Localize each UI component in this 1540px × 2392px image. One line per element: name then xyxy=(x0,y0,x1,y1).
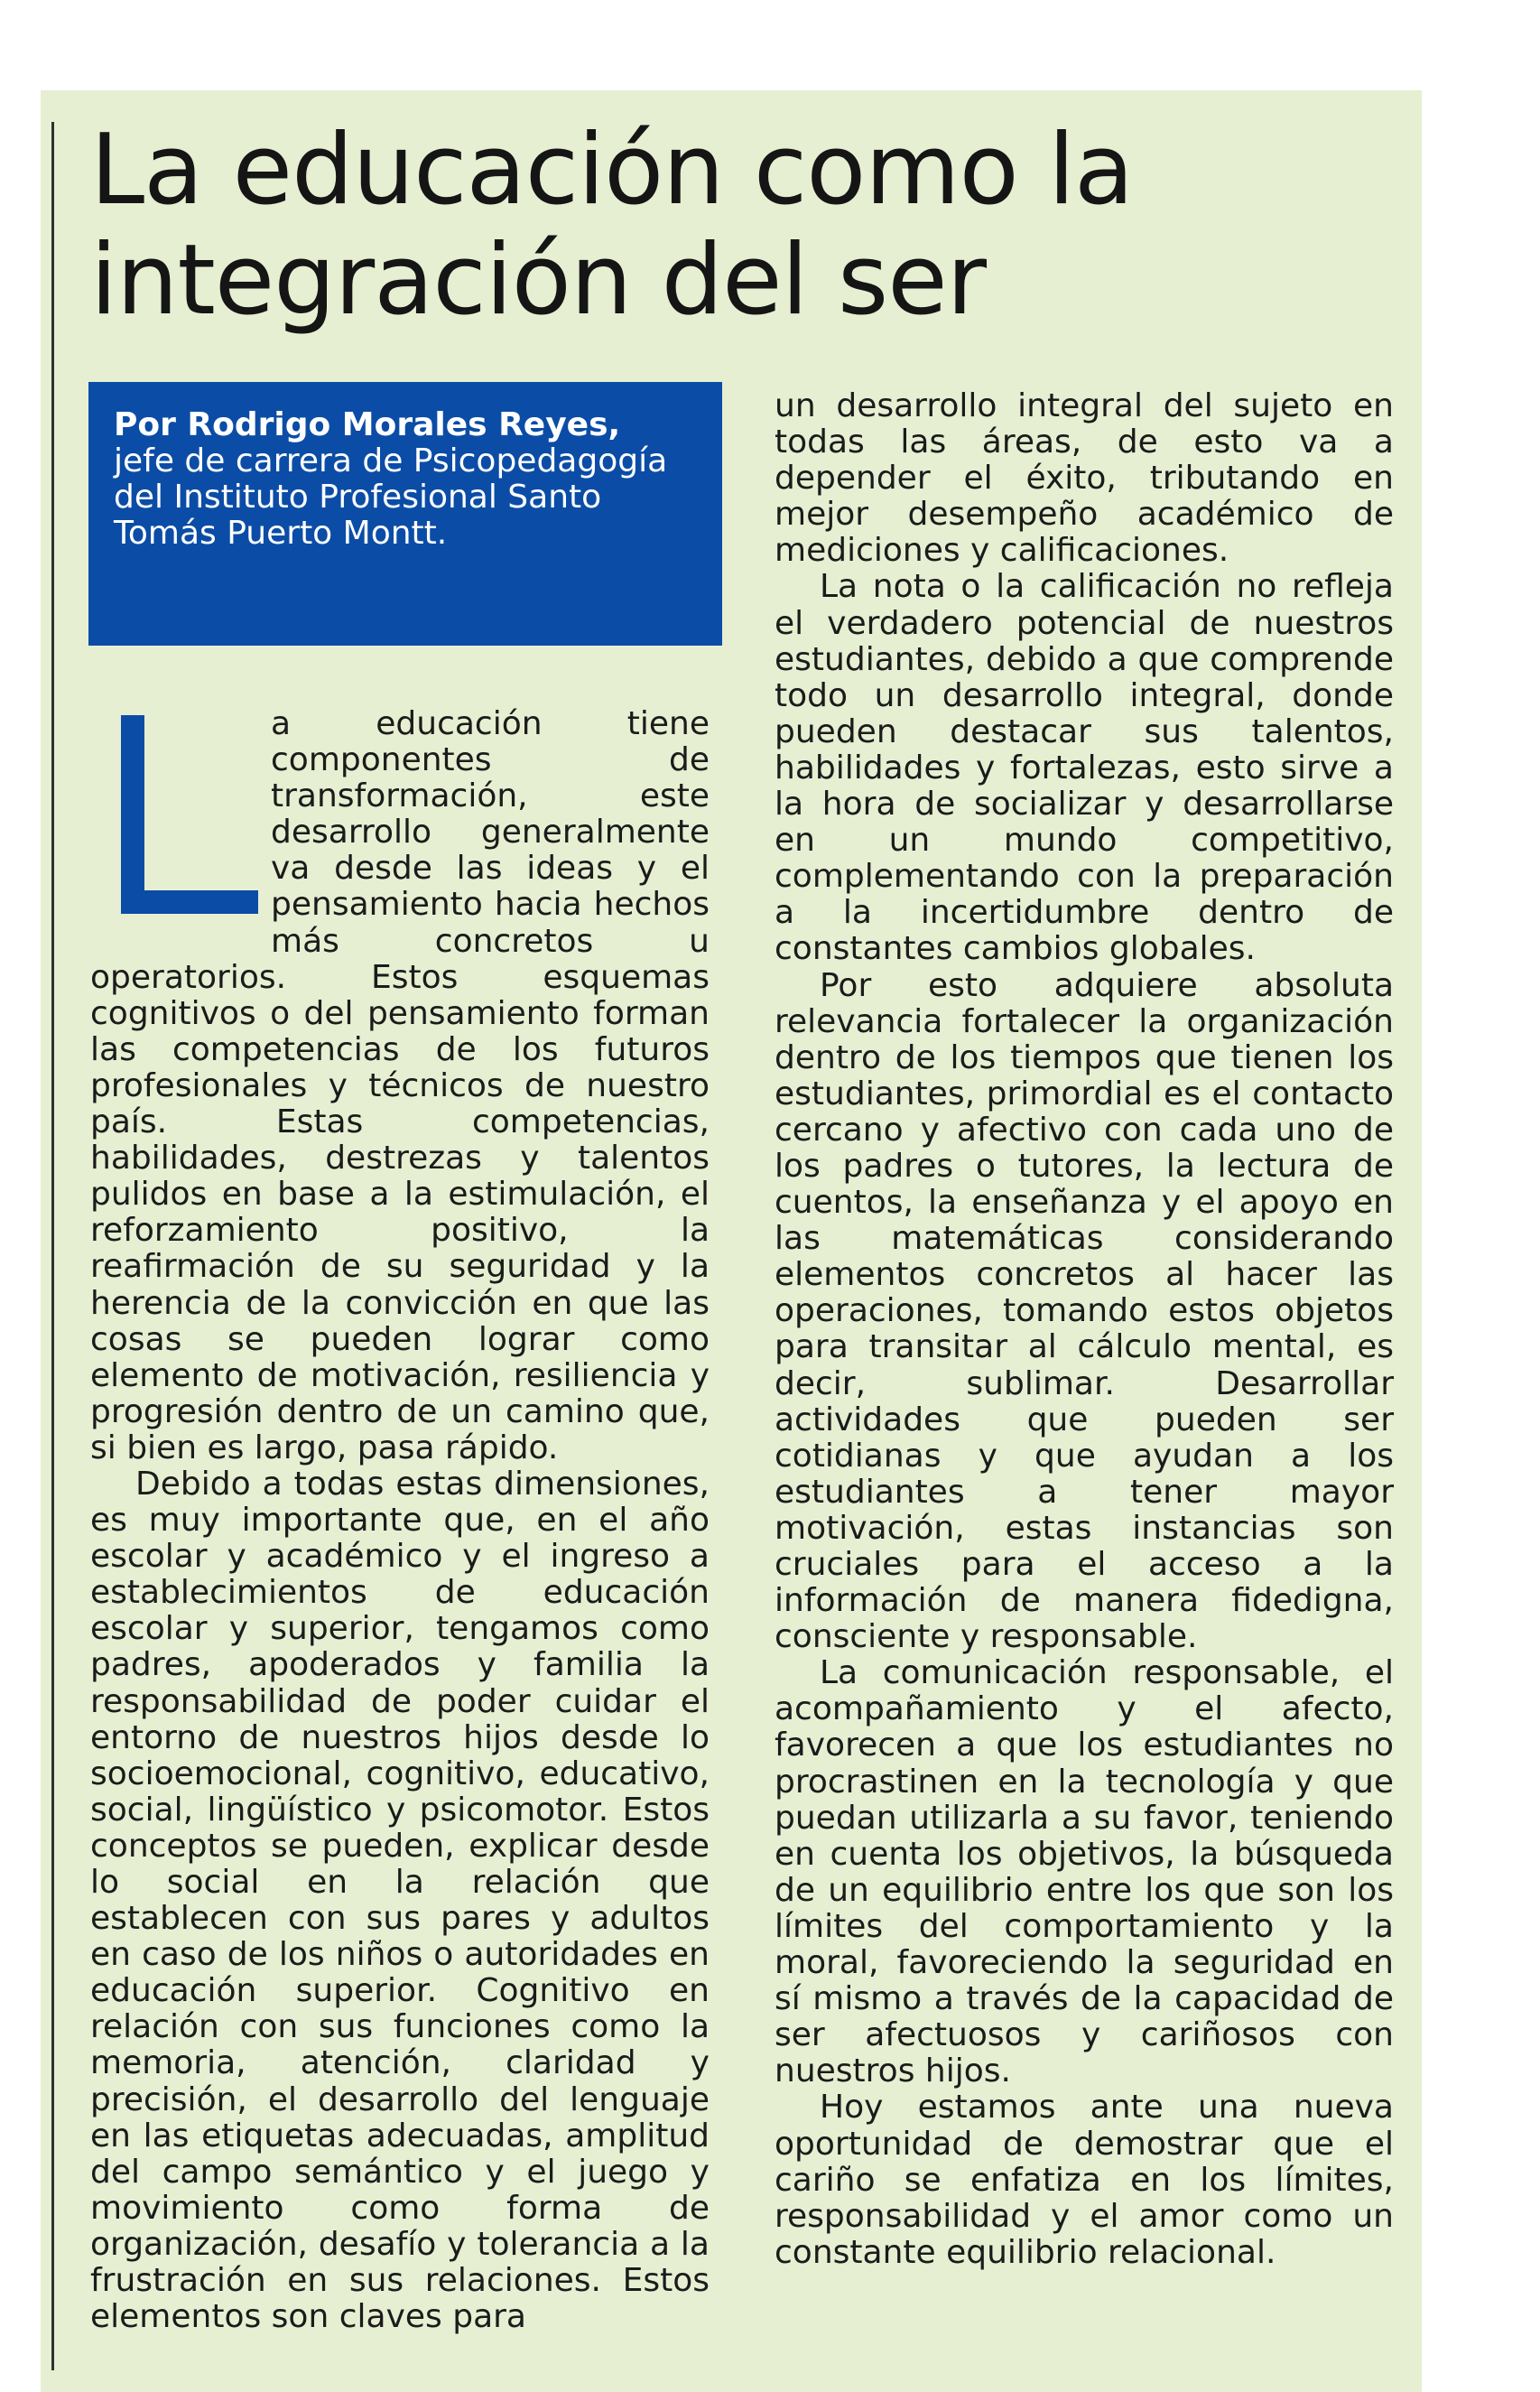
article-title: La educación como la integración del ser xyxy=(90,114,1134,337)
left-column xyxy=(90,706,710,2335)
byline-box xyxy=(88,382,722,646)
right-paragraph-2: La nota o la calificación no refleja el verdadero potencial de nuestros estudiantes, debido a que comprende todo un desarrollo integral, donde pueden destacar sus talentos, habilidades y fortalezas, esto sirve a la hora de socializar y desarrollarse en un mundo competitivo, complementando con la preparación a la incertidumbre dentro de constantes cambios globales. xyxy=(775,568,1394,968)
right-paragraph-4: La comunicación responsable, el acompañamiento y el afecto, favorecen a que los estudiantes no procrastinen en la tecnología y que puedan utilizarla a su favor, teniendo en cuenta los objetivos, la búsqueda de un equilibrio entre los que son los límites del comportamiento y la moral, favoreciendo la seguridad en sí mismo a través de la capacidad de ser afectuosos y cariñosos con nuestros hijos. xyxy=(775,1654,1394,2090)
byline-author: Por Rodrigo Morales Reyes, xyxy=(114,406,621,443)
dropcap-letter xyxy=(90,706,271,925)
left-paragraph-2: Debido a todas estas dimensiones, es muy importante que, en el año escolar y académico y el ingreso a establecimientos de educación escolar y superior, tengamos como padres, apoderados y familia la responsabilidad de poder cuidar el entorno de nuestros hijos desde lo socioemocional, cognitivo, educativo, social, lingüístico y psicomotor. Estos conceptos se pueden, explicar desde lo social en la relación que establecen con sus pares y adultos en caso de los niños o autoridades en educación superior. Cognitivo en relación con sus funciones como la memoria, atención, claridad y precisión, el desarrollo del lenguaje en las etiquetas adecuadas, amplitud del campo semántico y el juego y movimiento como forma de organización, desafío y tolerancia a la frustración en sus relaciones. Estos elementos son claves para xyxy=(90,1465,710,2336)
right-paragraph-5: Hoy estamos ante una nueva oportunidad de demostrar que el cariño se enfatiza en los límites, responsabilidad y el amor como un constante equilibrio relacional. xyxy=(775,2089,1394,2271)
left-paragraph-1: a educación tiene componentes de transformación, este desarrollo generalmente va desde las ideas y el pensamiento hacia hechos más concretos u operatorios. Estos esquemas cognitivos o del pensamiento forman las competencias de los futuros profesionales y técnicos de nuestro país. Estas competencias, habilidades, destrezas y talentos pulidos en base a la estimulación, el reforzamiento positivo, la reafirmación de su seguridad y la herencia de la convicción en que las cosas se pueden lograr como elemento de motivación, resiliencia y progresión dentro de un camino que, si bien es largo, pasa rápido. xyxy=(90,705,710,1466)
byline-role: jefe de carrera de Psicopedagogía del Instituto Profesional Santo Tomás Puerto Montt. xyxy=(114,442,668,552)
right-paragraph-3: Por esto adquiere absoluta relevancia fortalecer la organización dentro de los tiempos que tienen los estudiantes, primordial es el contacto cercano y afectivo con cada uno de los padres o tutores, la lectura de cuentos, la enseñanza y el apoyo en las matemáticas considerando elementos concretos al hacer las operaciones, tomando estos objetos para transitar al cálculo mental, es decir, sublimar. Desarrollar actividades que pueden ser cotidianas y que ayudan a los estudiantes a tener mayor motivación, estas instancias son cruciales para el acceso a la información de manera fidedigna, consciente y responsable. xyxy=(775,966,1394,1656)
right-paragraph-1: un desarrollo integral del sujeto en todas las áreas, de esto va a depender el éxito, tributando en mejor desempeño académico de mediciones y calificaciones. xyxy=(775,387,1394,570)
vertical-rule xyxy=(51,122,54,2370)
right-column xyxy=(775,388,1394,2271)
